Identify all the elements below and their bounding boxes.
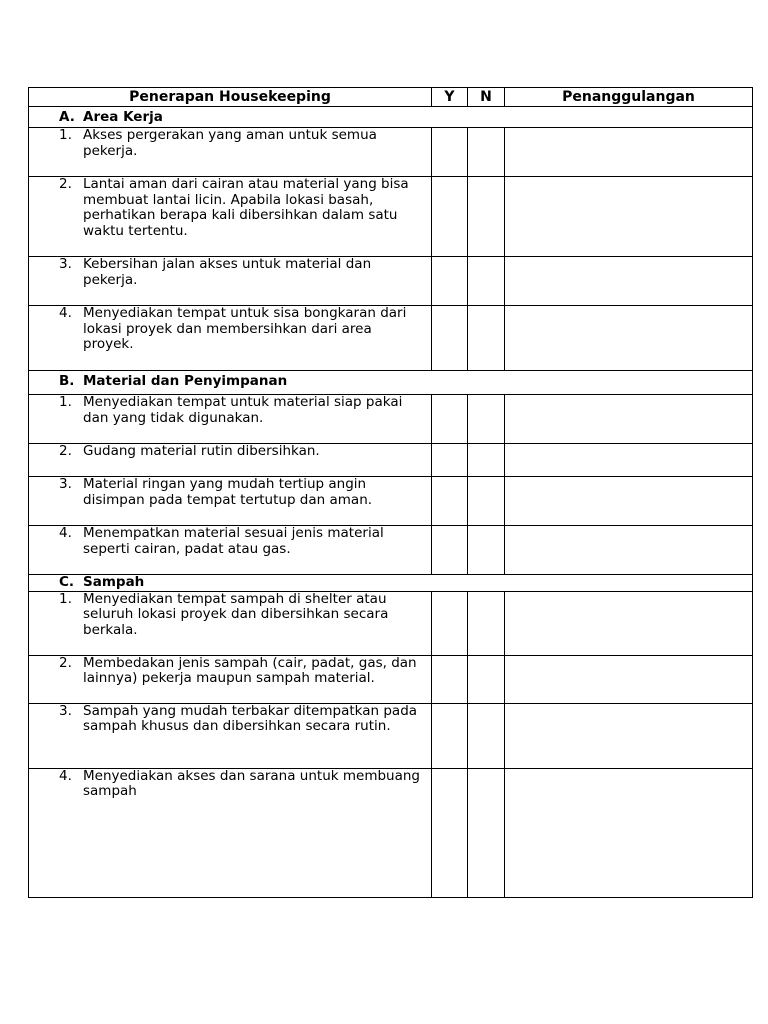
y-cell[interactable] xyxy=(432,306,468,371)
item-text: Membedakan jenis sampah (cair, padat, gas, dan lainnya) pekerja maupun sampah material. xyxy=(83,654,417,686)
y-cell[interactable] xyxy=(432,257,468,306)
item-cell xyxy=(29,591,432,655)
n-cell[interactable] xyxy=(468,655,505,703)
section-heading xyxy=(29,107,753,128)
item-cell xyxy=(29,306,432,371)
table-row xyxy=(29,591,753,655)
section-title: Area Kerja xyxy=(83,109,163,125)
table-row xyxy=(29,477,753,526)
table-row xyxy=(29,703,753,768)
item-cell xyxy=(29,526,432,575)
y-cell[interactable] xyxy=(432,768,468,897)
item-text: Lantai aman dari cairan atau material yang bisa membuat lantai licin. Apabila lokasi basah, perhatikan berapa kali dibersihkan dalam satu waktu tertentu. xyxy=(83,176,409,239)
table-row xyxy=(29,768,753,897)
action-cell[interactable] xyxy=(505,177,753,257)
section-heading xyxy=(29,371,753,395)
table-row xyxy=(29,395,753,444)
n-cell[interactable] xyxy=(468,768,505,897)
section-letter: B. xyxy=(59,373,75,389)
item-number: 2. xyxy=(59,176,72,192)
y-cell[interactable] xyxy=(432,477,468,526)
section-letter: A. xyxy=(59,109,75,125)
table-row xyxy=(29,526,753,575)
item-text: Gudang material rutin dibersihkan. xyxy=(83,443,320,459)
action-cell[interactable] xyxy=(505,395,753,444)
item-number: 4. xyxy=(59,767,72,784)
header-n: N xyxy=(468,88,505,107)
y-cell[interactable] xyxy=(432,128,468,177)
header-y: Y xyxy=(432,88,468,107)
section-heading xyxy=(29,575,753,592)
item-cell xyxy=(29,768,432,897)
item-text: Menyediakan tempat untuk material siap pakai dan yang tidak digunakan. xyxy=(83,394,403,426)
action-cell[interactable] xyxy=(505,257,753,306)
item-text: Menyediakan akses dan sarana untuk membuang sampah xyxy=(83,767,420,799)
y-cell[interactable] xyxy=(432,655,468,703)
item-cell xyxy=(29,395,432,444)
item-cell xyxy=(29,655,432,703)
item-number: 1. xyxy=(59,590,72,607)
y-cell[interactable] xyxy=(432,703,468,768)
item-number: 2. xyxy=(59,443,72,459)
n-cell[interactable] xyxy=(468,526,505,575)
item-number: 3. xyxy=(59,256,72,272)
item-text: Sampah yang mudah terbakar ditempatkan pada sampah khusus dan dibersihkan secara rutin. xyxy=(83,702,418,734)
y-cell[interactable] xyxy=(432,395,468,444)
n-cell[interactable] xyxy=(468,703,505,768)
action-cell[interactable] xyxy=(505,703,753,768)
action-cell[interactable] xyxy=(505,128,753,177)
n-cell[interactable] xyxy=(468,306,505,371)
section-row xyxy=(29,107,753,128)
table-row xyxy=(29,444,753,477)
item-number: 3. xyxy=(59,476,72,492)
item-number: 1. xyxy=(59,127,72,143)
item-text: Kebersihan jalan akses untuk material dan pekerja. xyxy=(83,256,372,288)
n-cell[interactable] xyxy=(468,444,505,477)
y-cell[interactable] xyxy=(432,177,468,257)
n-cell[interactable] xyxy=(468,591,505,655)
n-cell[interactable] xyxy=(468,395,505,444)
section-title: Material dan Penyimpanan xyxy=(83,373,288,389)
action-cell[interactable] xyxy=(505,526,753,575)
item-text: Menyediakan tempat untuk sisa bongkaran dari lokasi proyek dan membersihkan dari area proyek. xyxy=(83,305,407,352)
y-cell[interactable] xyxy=(432,526,468,575)
table-row xyxy=(29,128,753,177)
header-action: Penanggulangan xyxy=(505,88,753,107)
action-cell[interactable] xyxy=(505,655,753,703)
action-cell[interactable] xyxy=(505,768,753,897)
item-cell xyxy=(29,444,432,477)
section-title: Sampah xyxy=(83,574,145,590)
item-number: 3. xyxy=(59,702,72,719)
item-text: Menyediakan tempat sampah di shelter atau seluruh lokasi proyek dan dibersihkan secara berkala. xyxy=(83,590,389,638)
table-row xyxy=(29,306,753,371)
n-cell[interactable] xyxy=(468,128,505,177)
item-number: 2. xyxy=(59,654,72,671)
section-row xyxy=(29,371,753,395)
item-number: 1. xyxy=(59,394,72,410)
n-cell[interactable] xyxy=(468,177,505,257)
item-cell xyxy=(29,257,432,306)
y-cell[interactable] xyxy=(432,444,468,477)
item-cell xyxy=(29,128,432,177)
table-row xyxy=(29,257,753,306)
item-cell xyxy=(29,477,432,526)
action-cell[interactable] xyxy=(505,591,753,655)
item-number: 4. xyxy=(59,305,72,321)
section-letter: C. xyxy=(59,574,75,590)
action-cell[interactable] xyxy=(505,306,753,371)
item-text: Menempatkan material sesuai jenis material seperti cairan, padat atau gas. xyxy=(83,525,384,557)
item-cell xyxy=(29,177,432,257)
housekeeping-checklist-table xyxy=(28,87,753,898)
item-text: Material ringan yang mudah tertiup angin disimpan pada tempat tertutup dan aman. xyxy=(83,476,373,508)
action-cell[interactable] xyxy=(505,477,753,526)
header-row xyxy=(29,88,753,107)
n-cell[interactable] xyxy=(468,477,505,526)
item-number: 4. xyxy=(59,525,72,541)
section-row xyxy=(29,575,753,592)
item-text: Akses pergerakan yang aman untuk semua pekerja. xyxy=(83,127,377,159)
header-item: Penerapan Housekeeping xyxy=(29,88,432,107)
action-cell[interactable] xyxy=(505,444,753,477)
item-cell xyxy=(29,703,432,768)
n-cell[interactable] xyxy=(468,257,505,306)
table-row xyxy=(29,655,753,703)
table-row xyxy=(29,177,753,257)
y-cell[interactable] xyxy=(432,591,468,655)
